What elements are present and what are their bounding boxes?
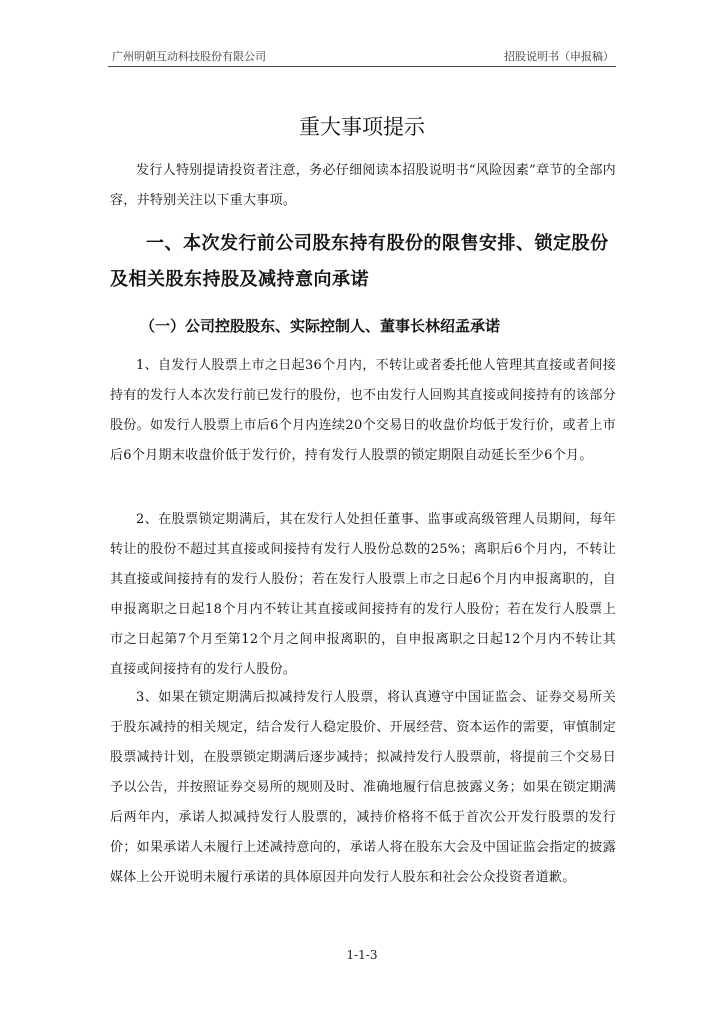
commitment-paragraph-2: 2、在股票锁定期满后，其在发行人处担任董事、监事或高级管理人员期间，每年转让的股份不超过其直接或间接持有发行人股份总数的25%；离职后6个月内，不转让其直接或间接持有的发行人股份；若在发行人股票上市之日起6个月内申报离职的，自申报离职之日起18个月内不转让其直接或间接持有的发行人股份；若在发行人股票上市之日起第7个月至第12个月之间申报离职的，自申报离职之日起12个月内不转让其直接或间接持有的发行人股份。	[110, 512, 616, 677]
header-company-name: 广州明朝互动科技股份有限公司	[112, 50, 266, 63]
page-number: 1-1-3	[346, 948, 378, 962]
page-title: 重大事项提示	[299, 115, 425, 139]
section-heading: 一、本次发行前公司股东持有股份的限售安排、锁定股份及相关股东持股及减持意向承诺	[110, 233, 609, 290]
header-document-type: 招股说明书（申报稿）	[504, 50, 614, 63]
commitment-paragraph-3: 3、如果在锁定期满后拟减持发行人股票，将认真遵守中国证监会、证券交易所关于股东减持的相关规定，结合发行人稳定股价、开展经营、资本运作的需要，审慎制定股票减持计划，在股票锁定期满后逐步减持；拟减持发行人股票前，将提前三个交易日予以公告，并按照证券交易所的规则及时、准确地履行信息披露义务；如果在锁定期满后两年内，承诺人拟减持发行人股票的，减持价格将不低于首次公开发行股票的发行价；如果承诺人未履行上述减持意向的，承诺人将在股东大会及中国证监会指定的披露媒体上公开说明未履行承诺的具体原因并向发行人股东和社会公众投资者道歉。	[110, 690, 616, 885]
commitment-paragraph-1: 1、自发行人股票上市之日起36个月内，不转让或者委托他人管理其直接或者间接持有的发行人本次发行前已发行的股份，也不由发行人回购其直接或间接持有的该部分股份。如发行人股票上市后6个月内连续20个交易日的收盘价均低于发行价，或者上市后6个月期末收盘价低于发行价，持有发行人股票的锁定期限自动延长至少6个月。	[110, 358, 616, 463]
sub-heading: （一）公司控股股东、实际控制人、董事长林绍孟承诺	[140, 317, 501, 335]
page-header	[108, 50, 616, 67]
intro-paragraph: 发行人特别提请投资者注意，务必仔细阅读本招股说明书“风险因素”章节的全部内容，并特别关注以下重大事项。	[110, 163, 616, 208]
